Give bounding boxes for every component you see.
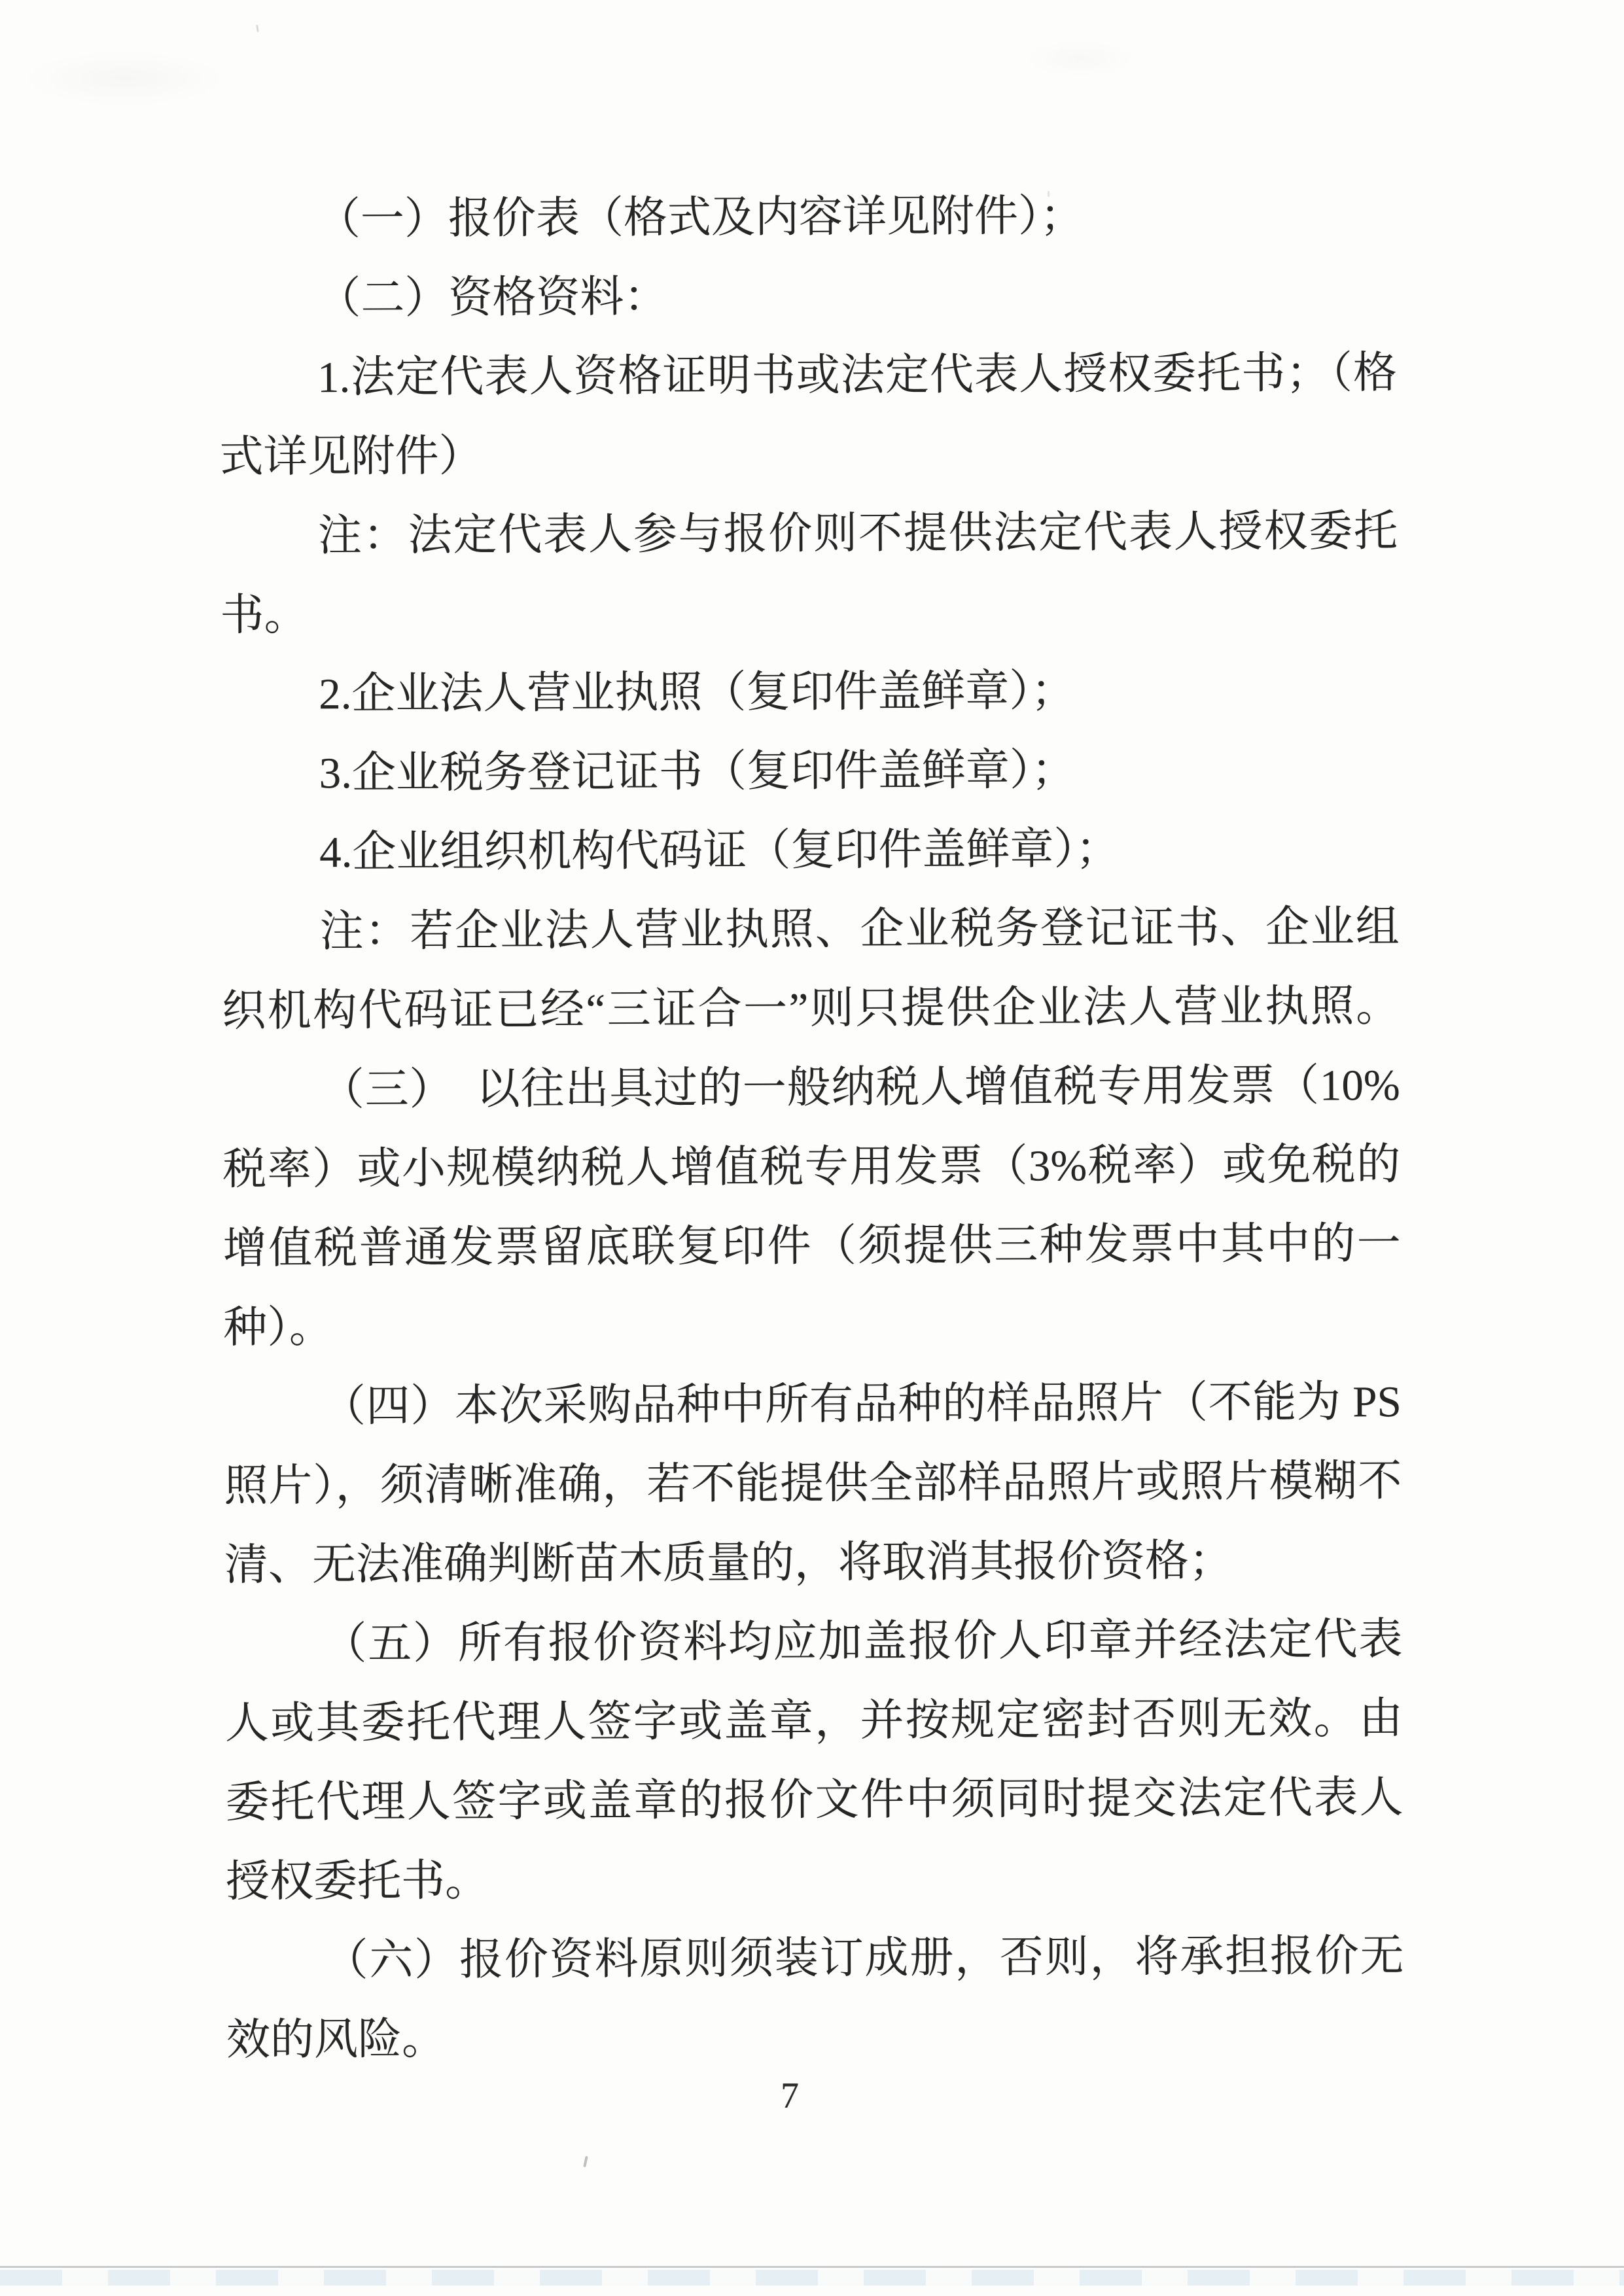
text-line: 式详见附件） [219,432,483,481]
text-line: 书。 [220,591,308,640]
text-line: 税率）或小规模纳税人增值税专用发票（3%税率）或免税的 [222,1140,1401,1194]
text-line: 授权委托书。 [225,1856,489,1906]
text-line: 照片），须清晰准确，若不能提供全部样品照片或照片模糊不 [224,1457,1402,1510]
scan-speck [1048,191,1050,197]
scanner-edge-band [0,2270,1624,2286]
text-line: 增值税普通发票留底联复印件（须提供三种发票中其中的一 [222,1219,1401,1273]
text-line: 3.企业税务登记证书（复印件盖鲜章）； [319,746,1076,798]
scan-speck [583,2156,588,2167]
text-line: 效的风险。 [226,2015,446,2064]
scanner-edge-line [0,2266,1624,2268]
text-line: 织机构代码证已经“三证合一”则只提供企业法人营业执照。 [222,982,1400,1035]
text-line: （二）资格资料： [317,272,668,323]
scan-speck [256,25,259,32]
text-line: 4.企业组织机构代码证（复印件盖鲜章）； [319,824,1120,877]
text-line: 委托代理人签字或盖章的报价文件中须同时提交法定代表人 [225,1773,1403,1827]
text-line: 清、无法准确判断苗木质量的，将取消其报价资格； [224,1537,1233,1590]
text-line: （四）本次采购品种中所有品种的样品照片（不能为 PS [321,1378,1402,1431]
text-line: （一）报价表（格式及内容详见附件）； [316,192,1084,244]
text-line: 人或其委托代理人签字或盖章，并按规定密封否则无效。由 [224,1694,1403,1748]
text-line: 2.企业法人营业执照（复印件盖鲜章）； [318,667,1076,719]
document-body [219,175,1405,2080]
text-line: （六）报价资料原则须装订成册，否则，将承担报价无 [324,1932,1404,1985]
text-line: 注：若企业法人营业执照、企业税务登记证书、企业组 [319,903,1400,956]
text-line: （五）所有报价资料均应加盖报价人印章并经法定代表 [323,1615,1403,1669]
text-line: 1.法定代表人资格证明书或法定代表人授权委托书；（格 [317,349,1398,402]
page-number: 7 [781,2076,799,2116]
text-line: 注：法定代表人参与报价则不提供法定代表人授权委托 [317,507,1398,561]
text-line: （三） 以往出具过的一般纳税人增值税专用发票（10% [320,1061,1400,1115]
text-line: 种）。 [223,1303,333,1352]
